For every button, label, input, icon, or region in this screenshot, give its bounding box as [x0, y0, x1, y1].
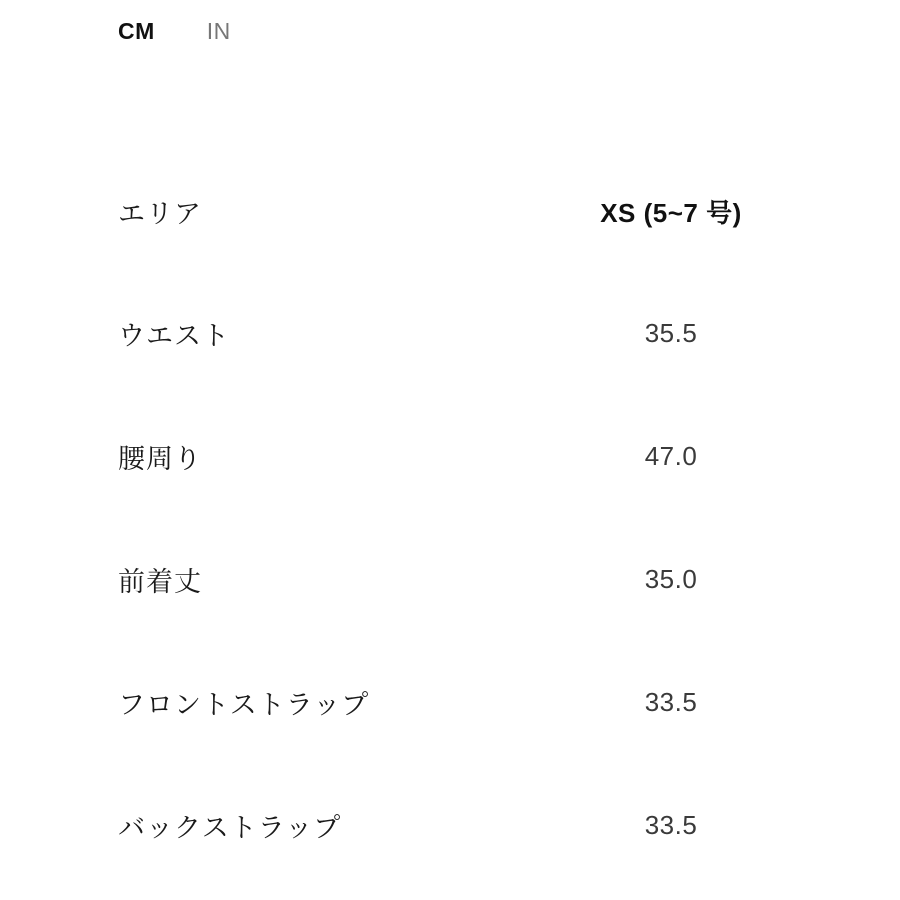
table-row: [0, 641, 900, 764]
row-value-front-length: 35.0: [644, 564, 698, 594]
unit-option-in[interactable]: IN: [206, 18, 231, 44]
unit-option-cm[interactable]: CM: [118, 18, 155, 44]
row-label-front-strap: フロントストラップ: [118, 690, 370, 720]
row-label-front-length: 前着丈: [118, 567, 202, 597]
row-value-hip: 47.0: [644, 441, 698, 471]
size-measurements-table: [0, 150, 900, 887]
column-header-size-xs: XS (5~7 号): [600, 197, 742, 228]
table-row: [0, 272, 900, 395]
row-label-back-strap: バックストラップ: [118, 813, 342, 843]
row-value-front-strap: 33.5: [644, 687, 698, 717]
table-header-row: [0, 150, 900, 272]
row-label-hip: 腰周り: [118, 444, 202, 474]
table-row: [0, 395, 900, 518]
row-value-waist: 35.5: [644, 318, 698, 348]
column-header-area: エリア: [118, 198, 202, 229]
unit-toggle[interactable]: [118, 18, 231, 45]
row-label-waist: ウエスト: [118, 321, 230, 351]
table-row: [0, 764, 900, 887]
row-value-back-strap: 33.5: [644, 810, 698, 840]
table-row: [0, 518, 900, 641]
